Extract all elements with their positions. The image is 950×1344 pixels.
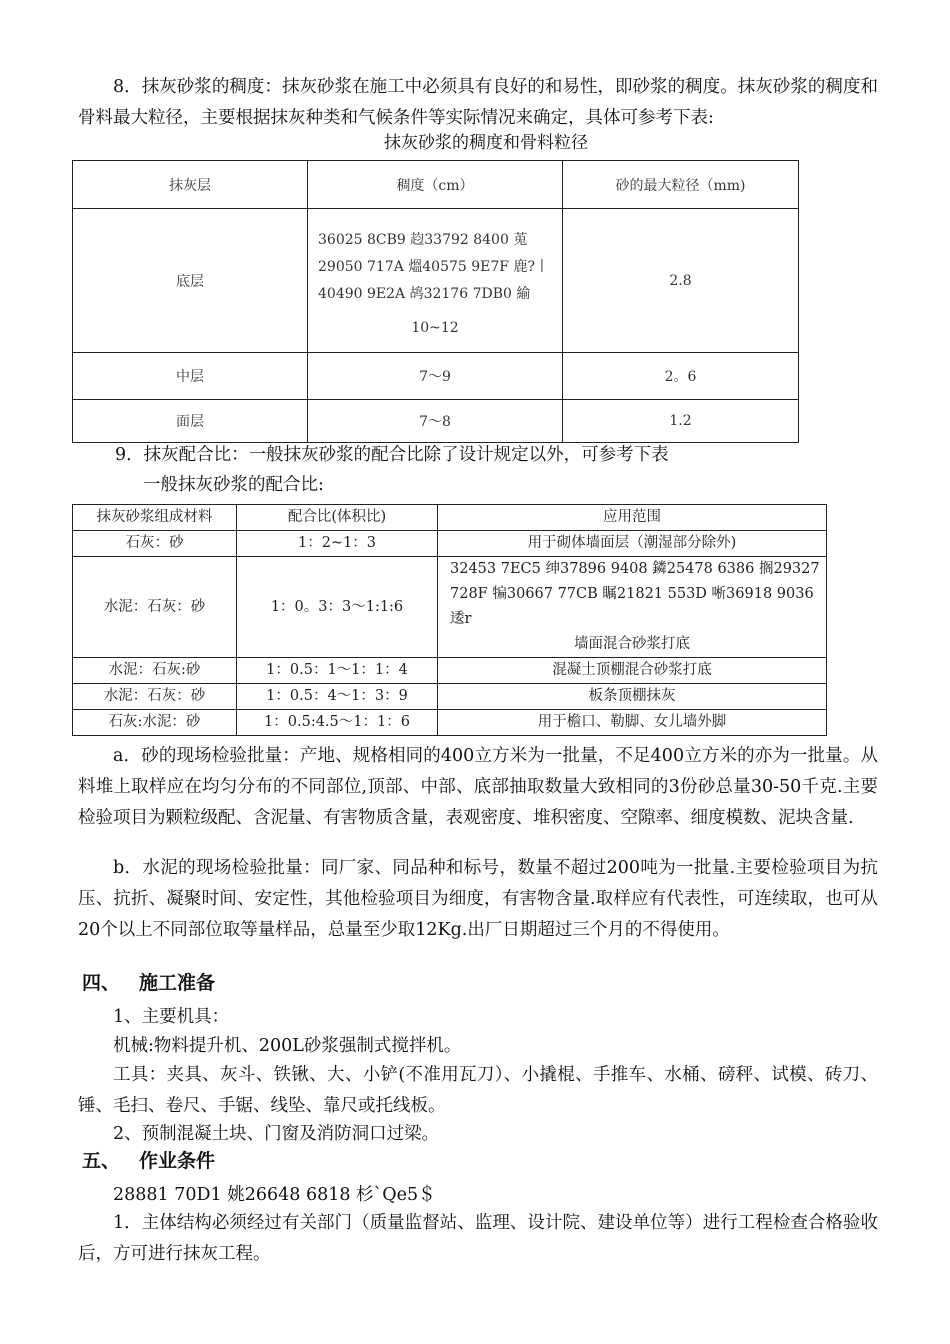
cell-usage: 用于檐口、勒脚、女儿墙外脚 — [438, 710, 827, 736]
table-row — [73, 531, 827, 557]
table-row — [73, 209, 799, 353]
table-row — [73, 658, 827, 684]
cell-consistency-value: 10~12 — [411, 320, 459, 336]
section-4-number: 四、 — [82, 972, 121, 994]
table-header-row — [73, 505, 827, 531]
cell-consistency: 7～8 — [308, 400, 563, 443]
tools-line: 工具：夹具、灰斗、铁锹、大、小铲(不准用瓦刀）、小撬棍、手推车、水桶、磅秤、试模、砖刀、锤、毛扫、卷尺、手锯、线坠、靠尺或托线板。 — [78, 1065, 878, 1116]
table-row — [73, 353, 799, 400]
cell-material: 水泥：石灰：砂 — [73, 684, 237, 710]
section-4-heading — [82, 968, 215, 998]
cell-usage — [438, 557, 827, 658]
cell-max-size: 2.8 — [563, 209, 799, 353]
paragraph-a: a．砂的现场检验批量：产地、规格相同的400立方米为一批量，不足400立方米的亦为一批量。从料堆上取样应在均匀分布的不同部位,顶部、中部、底部抽取数量大致相同的3份砂总量30-50千克.主要检验项目为颗粒级配、含泥量、有害物质含量，表观密度、堆积密度、空隙率、细度模数、泥块含量. — [78, 746, 878, 828]
cell-material: 水泥：石灰:砂 — [73, 658, 237, 684]
cell-max-size: 2。6 — [563, 353, 799, 400]
tools-item-1: 1、主要机具： — [113, 1007, 230, 1027]
mix-ratio-table — [72, 504, 827, 736]
table-header-row — [73, 161, 799, 209]
cell-ratio: 1：0。3：3～1:1:6 — [237, 557, 438, 658]
section-5-title: 作业条件 — [139, 1150, 216, 1172]
garbled-line: 28881 70D1 姚26648 6818 杉`Qe5＄ — [113, 1185, 436, 1205]
header-ratio: 配合比(体积比) — [237, 505, 438, 531]
cell-ratio: 1：0.5：4～1：3：9 — [237, 684, 438, 710]
table-row — [73, 400, 799, 443]
table2-title: 一般抹灰砂浆的配合比: — [143, 475, 324, 495]
conditions-item-1: 1．主体结构必须经过有关部门（质量监督站、监理、设计院、建设单位等）进行工程检查合格验收后，方可进行抹灰工程。 — [78, 1213, 878, 1264]
cell-ratio: 1：0.5:4.5～1：1：6 — [237, 710, 438, 736]
table-row — [73, 557, 827, 658]
cell-usage-value: 墙面混合砂浆打底 — [574, 636, 690, 652]
machines-line: 机械:物料提升机、200L砂浆强制式搅拌机。 — [113, 1036, 462, 1056]
paragraph-9: 9．抹灰配合比：一般抹灰砂浆的配合比除了设计规定以外，可参考下表 — [115, 445, 669, 465]
cell-consistency — [308, 209, 563, 353]
cell-ratio: 1：0.5：1～1：1：4 — [237, 658, 438, 684]
section-4-title: 施工准备 — [139, 972, 216, 994]
cell-material: 水泥：石灰：砂 — [73, 557, 237, 658]
cell-layer: 中层 — [73, 353, 308, 400]
table1-title: 抹灰砂浆的稠度和骨料粒径 — [384, 133, 588, 153]
paragraph-b: b．水泥的现场检验批量：同厂家、同品种和标号，数量不超过200吨为一批量.主要检验项目为抗压、抗折、凝聚时间、安定性，其他检验项目为细度，有害物含量.取样应有代表性，可连续取，也可从20个以上不同部位取等量样品，总量至少取12Kg.出厂日期超过三个月的不得使用。 — [78, 858, 878, 940]
header-layer: 抹灰层 — [73, 161, 308, 209]
garbled-text: 36025 8CB9 赹33792 8400 莵29050 717A 熅40575 9E7F 鹿?丨40490 9E2A 鸪32176 7DB0 緰 — [318, 232, 549, 302]
garbled-text: 32453 7EC5 绅37896 9408 鏻25478 6386 搁29327 728F 犏30667 77CB 瞩21821 553D 唽36918 9036 逶r — [450, 561, 820, 627]
cell-usage: 板条顶棚抹灰 — [438, 684, 827, 710]
cell-ratio: 1：2~1：3 — [237, 531, 438, 557]
cell-usage: 用于砌体墙面层（潮湿部分除外) — [438, 531, 827, 557]
tools-item-2: 2、预制混凝土块、门窗及消防洞口过梁。 — [113, 1124, 440, 1144]
cell-material: 石灰：砂 — [73, 531, 237, 557]
cell-max-size: 1.2 — [563, 400, 799, 443]
cell-material: 石灰:水泥：砂 — [73, 710, 237, 736]
header-usage: 应用范围 — [438, 505, 827, 531]
cell-usage: 混凝土顶棚混合砂浆打底 — [438, 658, 827, 684]
header-material: 抹灰砂浆组成材料 — [73, 505, 237, 531]
section-5-number: 五、 — [82, 1150, 121, 1172]
table-row — [73, 684, 827, 710]
table-row — [73, 710, 827, 736]
section-5-heading — [82, 1146, 215, 1176]
header-consistency: 稠度（cm） — [308, 161, 563, 209]
cell-consistency: 7～9 — [308, 353, 563, 400]
paragraph-8: 8．抹灰砂浆的稠度：抹灰砂浆在施工中必须具有良好的和易性，即砂浆的稠度。抹灰砂浆的稠度和骨料最大粒径，主要根据抹灰种类和气候条件等实际情况来确定，具体可参考下表: — [78, 77, 878, 128]
cell-layer: 面层 — [73, 400, 308, 443]
header-max-size: 砂的最大粒径（mm) — [563, 161, 799, 209]
cell-layer: 底层 — [73, 209, 308, 353]
consistency-table — [72, 160, 799, 443]
